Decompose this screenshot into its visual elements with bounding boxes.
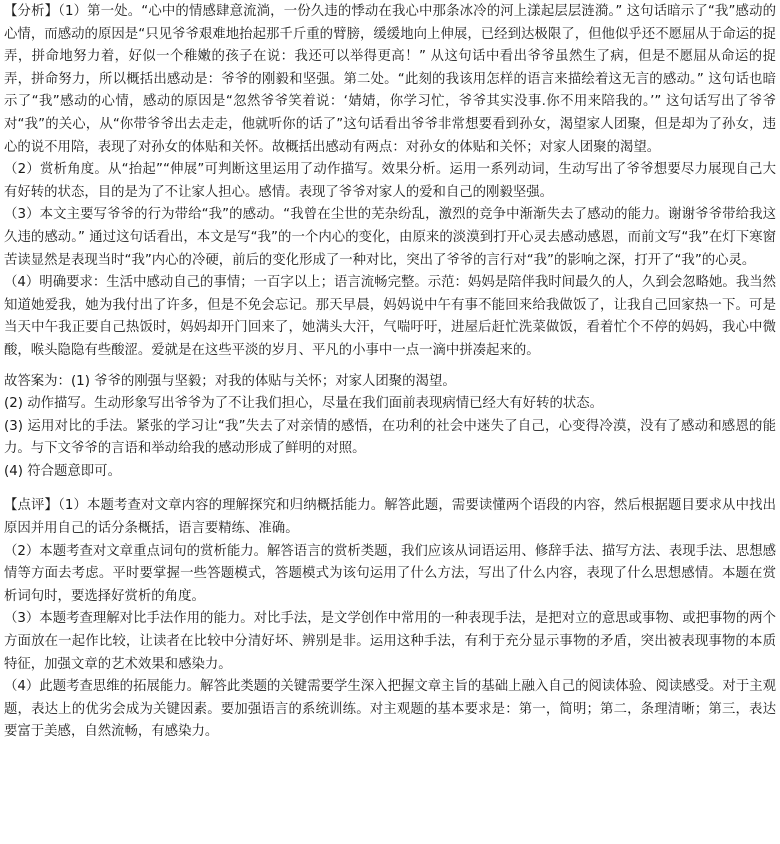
comment-paragraph-1: 【点评】（1）本题考查对文章内容的理解探究和归纳概括能力。解答此题，需要读懂两个语段的内容，然后根据题目要求从中找出原因并用自己的话分条概括，语言要精练、准确。 bbox=[4, 498, 776, 537]
answer-line-2: (2) 动作描写。生动形象写出爷爷为了不让我们担心，尽量在我们面前表现病情已经大有好转的状态。 bbox=[4, 396, 604, 412]
analysis-paragraph-1: 【分析】（1）第一处。“心中的情感肆意流淌，一份久违的悸动在我心中那条冰冷的河上漾起层层涟漪。” 这句话暗示了“我”感动的心情，而感动的原因是“只见爷爷艰难地抬起那千斤重的臂膀，缓缓地向上伸展，已经到达极限了，但他似乎还不愿屈从于命运的捉弄，拼命地努力着，好似一个稚嫩的孩子在说：我还可以举得更高！” 从这句话中看出爷爷虽然生了病，但是不愿屈从命运的捉弄，拼命努力，所以概括出感动是：爷爷的刚毅和坚强。第二处。“此刻的我该用怎样的语言来描绘着这无言的感动。” 这句话也暗示了“我”感动的心情，感动的原因是“忽然爷爷笑着说：‘婧婧，你学习忙，爷爷其实没事.你不用来陪我的。’” 这句话写出了爷爷对“我”的关心，从“你带爷爷出去走走，他就听你的话了”这句话看出爷爷非常想要看到孙女，渴望家人团聚，但是却为了孙女，违心的说不用陪，表现了对孙女的体贴和关怀。故概括出感动有两点：对孙女的体贴和关怀；对家人团聚的渴望。 bbox=[4, 4, 776, 155]
answer-line-3: (3) 运用对比的手法。紧张的学习让“我”失去了对亲情的感悟，在功利的社会中迷失了自己，心变得冷漠，没有了感动和感恩的能力。与下文爷爷的言语和举动给我的感动形成了鲜明的对照。 bbox=[4, 418, 776, 457]
analysis-paragraph-3: （3）本文主要写爷爷的行为带给“我”的感动。“我曾在尘世的芜杂纷乱，激烈的竞争中渐渐失去了感动的能力。谢谢爷爷带给我这久违的感动。” 通过这句话看出，本文是写“我”的一个内心的变化，由原来的淡漠到打开心灵去感动感恩，而前文写“我”在灯下寒窗苦读显然是表现当时“我”内心的冷硬，前后的变化形成了一种对比，突出了爷爷的言行对“我”的影响之深，打开了“我”的心灵。 bbox=[4, 207, 776, 268]
answer-line-1: 故答案为：(1) 爷爷的刚强与坚毅；对我的体贴与关怀；对家人团聚的渴望。 bbox=[4, 373, 456, 389]
section-spacer bbox=[4, 483, 776, 495]
analysis-paragraph-2: （2）赏析角度。从“抬起”“伸展”可判断这里运用了动作描写。效果分析。运用一系列动词，生动写出了爷爷想要尽力展现自己大有好转的状态，目的是为了不让家人担心。感情。表现了爷爷对家人的爱和自己的刚毅坚强。 bbox=[4, 162, 776, 200]
comment-paragraph-2: （2）本题考查对文章重点词句的赏析能力。解答语言的赏析类题，我们应该从词语运用、修辞手法、描写方法、表现手法、思想感情等方面去考虑。平时要掌握一些答题模式，答题模式为该句运用了什么方法，写出了什么内容，表现了什么思想感情。本题在赏析词句时，要选择好赏析的角度。 bbox=[4, 543, 776, 604]
answer-section bbox=[4, 371, 776, 484]
comment-section bbox=[4, 495, 776, 744]
analysis-paragraph-4: （4）明确要求：生活中感动自己的事情；一百字以上；语言流畅完整。示范：妈妈是陪伴我时间最久的人，久到会忽略她。我当然知道她爱我，她为我付出了许多，但是不免会忘记。那天早晨，妈妈说中午有事不能回来给我做饭了，让我自己回家热一下。可是当天中午我正要自己热饭时，妈妈却开门回来了，她满头大汗，气喘吁吁，进屋后赶忙洗菜做饭，看着忙个不停的妈妈，我心中微酸，喉头隐隐有些酸涩。爱就是在这些平淡的岁月、平凡的小事中一点一滴中拼凑起来的。 bbox=[4, 275, 776, 358]
comment-paragraph-4: （4）此题考查思维的拓展能力。解答此类题的关键需要学生深入把握文章主旨的基础上融入自己的阅读体验、阅读感受。对于主观题，表达上的优劣会成为关键因素。要加强语言的系统训练。对主观题的基本要求是：第一，简明；第二，条理清晰；第三，表达要富于美感，自然流畅，有感染力。 bbox=[4, 679, 776, 740]
section-spacer bbox=[4, 363, 776, 371]
comment-paragraph-3: （3）本题考查理解对比手法作用的能力。对比手法，是文学创作中常用的一种表现手法，是把对立的意思或事物、或把事物的两个方面放在一起作比较，让读者在比较中分清好坏、辨别是非。运用这种手法，有利于充分显示事物的矛盾，突出被表现事物的本质特征，加强文章的艺术效果和感染力。 bbox=[4, 611, 776, 672]
answer-line-4: (4) 符合题意即可。 bbox=[4, 463, 121, 479]
analysis-section bbox=[4, 1, 776, 363]
